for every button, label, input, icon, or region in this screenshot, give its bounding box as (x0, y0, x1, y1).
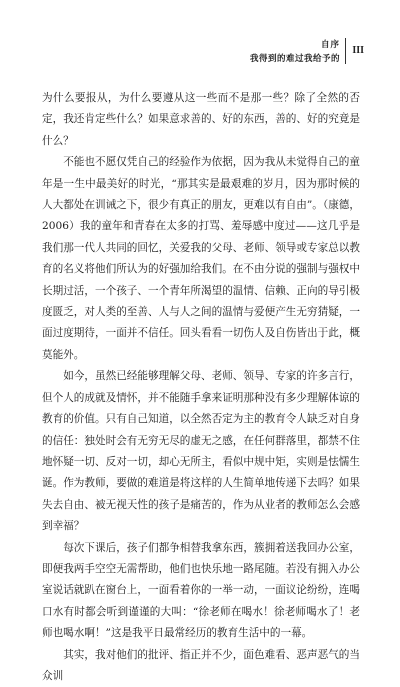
paragraph-5: 其实，我对他们的批评、指正并不少，面色难看、恶声恶气的当众训 (42, 648, 360, 682)
body-text (42, 88, 360, 687)
running-header (0, 30, 400, 70)
paragraph-1: 为什么要报从，为什么要遵从这一些而不是那一些？除了全然的否定，我还肯定些什么？如果意求善的、好的东西，善的、好的究竟是什么？ (42, 92, 360, 147)
paragraph-3: 如今，虽然已经能够理解父母、老师、领导、专家的许多言行，但个人的成就及情怀，并不能随手拿来证明那种没有多少理解体谅的教育的价值。只有自己知道，以全然否定为主的教育令人缺乏对自身的信任：独处时会有无穷无尽的虚无之感，在任何群落里，都禁不住地怀疑一切、反对一切，却心无所主，看似中规中矩，实则是怯懦生诞。作为教师，要做的难道是将这样的人生简单地传递下去吗？如果失去自由、被无视天性的孩子是痛苦的，作为从业者的教师怎么会感到幸福？ (42, 370, 360, 533)
paragraph-4: 每次下课后，孩子们都争相替我拿东西，簇拥着送我回办公室，即便我两手空空无需帮助，他们也快乐地一路尾随。若没有拥入办公室说话就趴在窗台上，一面看着你的一举一动，一面议论纷纷，连喝口水有时都会听到谨谨的大叫：“徐老师在喝水！徐老师喝水了！老师也喝水啊！”这是我平日最常经历的教育生活中的一幕。 (42, 541, 360, 640)
page-number: III (352, 45, 364, 56)
paragraph-2: 不能也不愿仅凭自己的经验作为依据，因为我从未觉得自己的童年是一生中最美好的时光，“那其实是最艰难的岁月，因为那时候的人大都处在训诫之下，很少有真正的朋友，更难以有自由”。（康德，2006）我的童年和青春在太多的打骂、羞辱感中度过——这几乎是我们那一代人共同的回忆，关爱我的父母、老师、领导或专家总以教育的名义将他们所认为的好强加给我们。在不由分说的强制与强权中长期过活，一个孩子、一个青年所渴望的温情、信赖、正向的导引极度匮乏，对人类的至善、人与人之间的温情与爱便产生无穷猜疑，一面过度期待，一面并不信任。回头看看一切伤人及自伤皆出于此，概莫能外。 (42, 156, 360, 361)
header-divider (345, 38, 346, 64)
header-subtitle: 我得到的难过我给予的 (249, 54, 340, 64)
header-section-title: 自序 (320, 40, 340, 50)
